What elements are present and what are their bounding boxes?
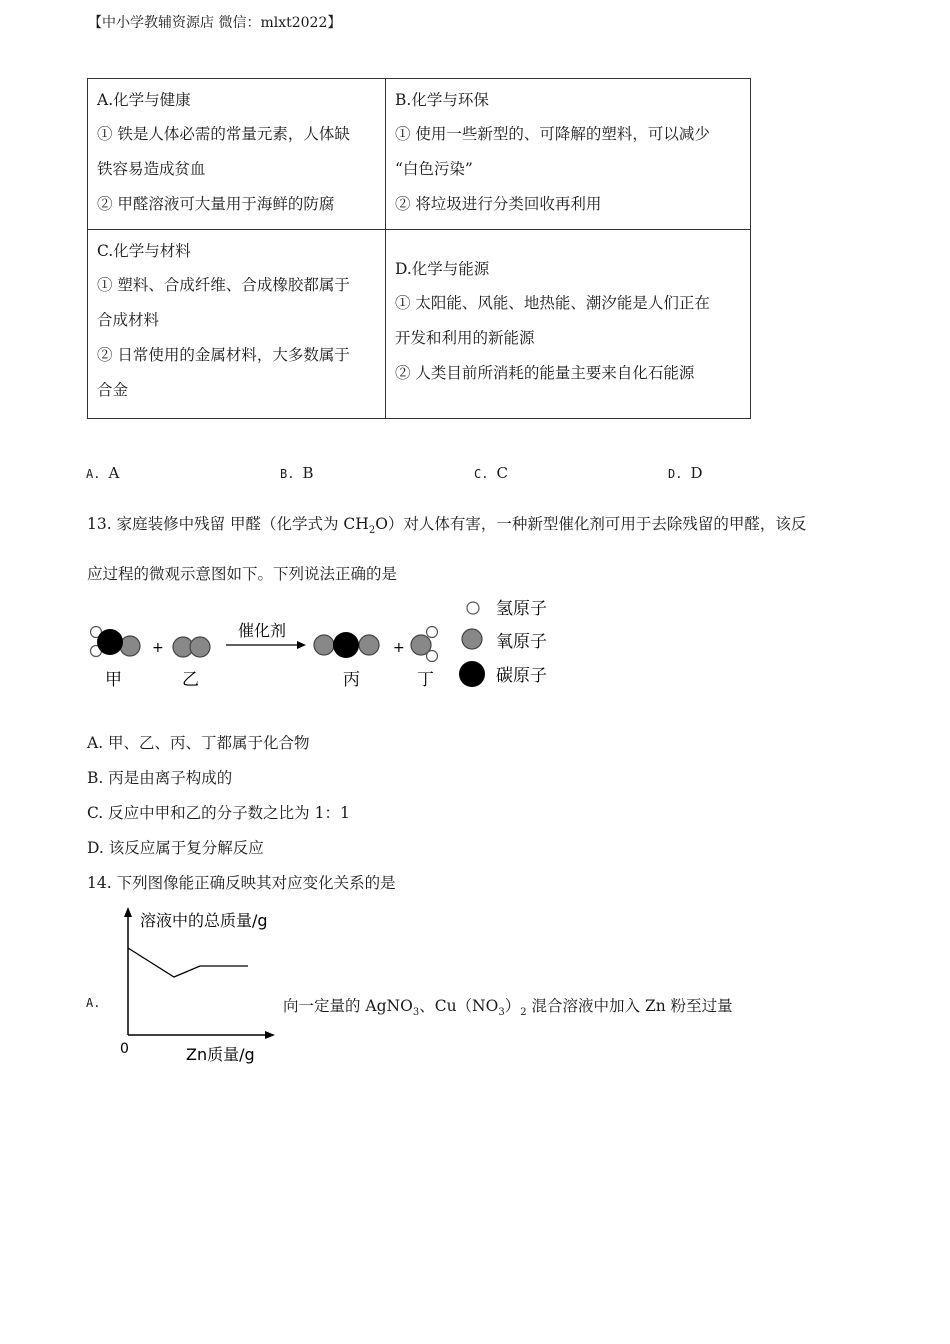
q14-option-a-mark[interactable]: A. xyxy=(86,996,101,1010)
cell-b-line: ① 使用一些新型的、可降解的塑料，可以减少 xyxy=(395,125,710,143)
q13-stem-line2: 应过程的微观示意图如下。下列说法正确的是 xyxy=(87,565,398,583)
molecule-bing xyxy=(314,632,379,658)
q12-option-b[interactable] xyxy=(280,464,313,482)
molecule-yi xyxy=(173,637,210,657)
cell-c xyxy=(88,230,386,419)
option-text: B xyxy=(302,464,314,482)
plus-sign: + xyxy=(152,640,164,656)
q13-text: O）对人体有害，一种新型催化剂可用于去除残留的甲醛，该反 xyxy=(375,515,807,533)
cell-b-line: “白色污染” xyxy=(395,160,473,178)
option-text: D xyxy=(690,464,703,482)
q13-text: 13. 家庭装修中残留 甲醛（化学式为 CH xyxy=(87,515,369,533)
cell-c-title: C.化学与材料 xyxy=(97,242,191,260)
hydrogen-atom xyxy=(427,651,438,662)
carbon-atom xyxy=(333,632,359,658)
desc-text: ） xyxy=(504,997,521,1015)
statements-table xyxy=(87,78,751,419)
legend-oxygen-icon xyxy=(462,629,482,649)
q12-option-d[interactable] xyxy=(668,464,702,482)
x-axis-arrow-icon xyxy=(265,1031,275,1039)
q13-option-c[interactable]: C. 反应中甲和乙的分子数之比为 1：1 xyxy=(87,804,350,822)
arrow-head-icon xyxy=(297,641,306,649)
cell-c-line: 合金 xyxy=(97,381,129,399)
q13-option-d[interactable]: D. 该反应属于复分解反应 xyxy=(87,839,264,857)
label-jia: 甲 xyxy=(105,670,122,690)
legend-hydrogen: 氢原子 xyxy=(496,599,547,619)
cell-a-title: A.化学与健康 xyxy=(97,91,191,109)
q13-option-a[interactable]: A. 甲、乙、丙、丁都属于化合物 xyxy=(87,734,310,752)
carbon-atom xyxy=(97,629,123,655)
cell-a-line: ② 甲醛溶液可大量用于海鲜的防腐 xyxy=(97,195,335,213)
desc-text: 混合溶液中加入 Zn 粉至过量 xyxy=(526,997,733,1015)
q14-option-a-text[interactable] xyxy=(283,994,733,1018)
cell-a xyxy=(88,79,386,230)
cell-a-line: ① 铁是人体必需的常量元素，人体缺 xyxy=(97,125,350,143)
cell-b xyxy=(386,79,751,230)
desc-subscript: 2 xyxy=(520,1007,527,1019)
hydrogen-atom xyxy=(427,627,438,638)
q13-option-b[interactable]: B. 丙是由离子构成的 xyxy=(87,769,233,787)
mass-curve xyxy=(128,948,248,977)
legend-carbon-icon xyxy=(459,661,485,687)
cell-d-line: ① 太阳能、风能、地热能、潮汐能是人们正在 xyxy=(395,294,710,312)
cell-d-title: D.化学与能源 xyxy=(395,260,490,278)
cell-c-line: 合成材料 xyxy=(97,311,160,329)
legend-carbon: 碳原子 xyxy=(496,666,547,686)
oxygen-atom xyxy=(120,636,140,656)
cell-b-title: B.化学与环保 xyxy=(395,91,489,109)
q14-stem: 14. 下列图像能正确反映其对应变化关系的是 xyxy=(87,874,396,892)
q14-graph-a xyxy=(110,902,290,1067)
option-mark: A. xyxy=(86,467,101,481)
x-axis-label: Zn质量/g xyxy=(186,1045,255,1064)
label-ding: 丁 xyxy=(417,670,434,690)
legend-oxygen: 氧原子 xyxy=(496,632,547,652)
q12-option-c[interactable] xyxy=(474,464,508,482)
desc-text: 、Cu（NO xyxy=(419,997,499,1015)
desc-text: 向一定量的 AgNO xyxy=(283,997,413,1015)
q12-option-a[interactable] xyxy=(86,464,119,482)
oxygen-atom xyxy=(190,637,210,657)
oxygen-atom xyxy=(314,635,334,655)
cell-d xyxy=(386,230,751,419)
molecule-jia xyxy=(91,627,141,657)
cell-d-line: ② 人类目前所消耗的能量主要来自化石能源 xyxy=(395,364,695,382)
cell-c-line: ② 日常使用的金属材料，大多数属于 xyxy=(97,346,350,364)
origin-label: 0 xyxy=(120,1041,129,1057)
option-mark: B. xyxy=(280,467,295,481)
page-header: 【中小学教辅资源店 微信：mlxt2022】 xyxy=(88,15,342,31)
desc-subscript: 3 xyxy=(412,1007,420,1019)
label-bing: 丙 xyxy=(343,670,360,690)
reaction-diagram xyxy=(80,592,560,696)
desc-subscript: 3 xyxy=(498,1007,505,1019)
option-mark: D. xyxy=(668,467,683,481)
cell-b-line: ② 将垃圾进行分类回收再利用 xyxy=(395,195,602,213)
q13-subscript: 2 xyxy=(368,525,376,537)
legend-hydrogen-icon xyxy=(467,602,479,614)
option-mark: C. xyxy=(474,467,489,481)
cell-a-line: 铁容易造成贫血 xyxy=(97,160,206,178)
y-axis-arrow-icon xyxy=(124,907,132,917)
option-text: A xyxy=(108,464,120,482)
y-axis-label: 溶液中的总质量/g xyxy=(140,911,268,930)
oxygen-atom xyxy=(359,635,379,655)
cell-d-line: 开发和利用的新能源 xyxy=(395,329,535,347)
catalyst-label: 催化剂 xyxy=(238,621,287,640)
label-yi: 乙 xyxy=(182,670,199,690)
plus-sign: + xyxy=(393,640,405,656)
molecule-ding xyxy=(411,627,438,662)
option-text: C xyxy=(496,464,508,482)
cell-c-line: ① 塑料、合成纤维、合成橡胶都属于 xyxy=(97,276,350,294)
q13-stem-line1 xyxy=(87,512,806,536)
